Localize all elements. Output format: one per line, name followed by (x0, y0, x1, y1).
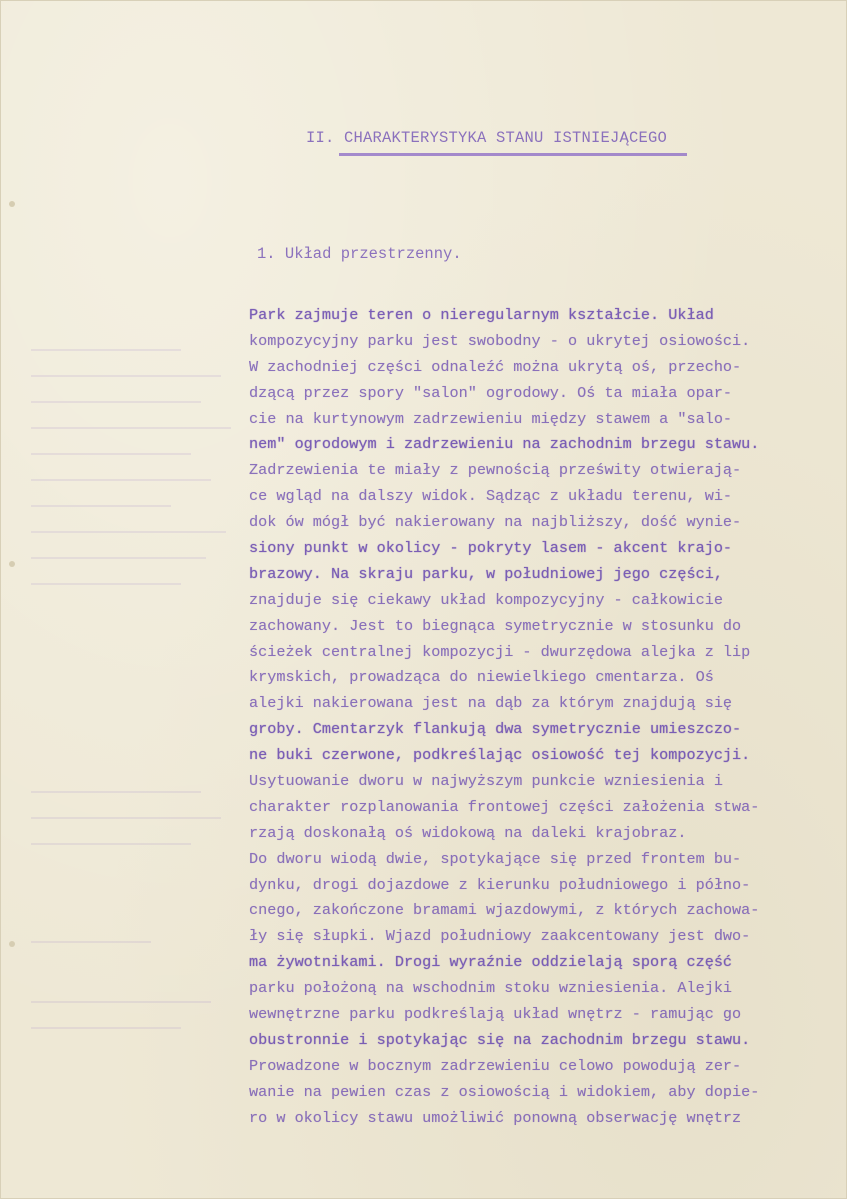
text-line: wewnętrzne parku podkreślają układ wnętrz - ramując go (249, 1005, 742, 1024)
text-line: alejki nakierowana jest na dąb za którym znajdują się (249, 694, 733, 713)
text-line: groby. Cmentarzyk flankują dwa symetrycznie umieszczo- (249, 720, 742, 739)
text-line: brazowy. Na skraju parku, w południowej jego części, (249, 564, 723, 583)
text-line: krymskich, prowadząca do niewielkiego cmentarza. Oś (249, 668, 714, 687)
text-line: ścieżek centralnej kompozycji - dwurzędowa alejka z lip (249, 642, 751, 661)
bleed-through-shadow (1, 301, 241, 1121)
text-line: kompozycyjny parku jest swobodny - o ukrytej osiowości. (249, 331, 751, 350)
text-line: Park zajmuje teren o nieregularnym kształcie. Układ (249, 306, 714, 324)
title-underline (339, 153, 687, 156)
text-line: ma żywotnikami. Drogi wyraźnie oddzielają sporą część (249, 953, 733, 972)
text-line: Zadrzewienia te miały z pewnością prześwity otwierają- (249, 461, 742, 480)
punch-hole (9, 201, 15, 207)
text-line: charakter rozplanowania frontowej części założenia stwa- (249, 797, 760, 816)
text-line: dynku, drogi dojazdowe z kierunku południowego i półno- (249, 875, 751, 894)
punch-hole (9, 941, 15, 947)
text-line: dok ów mógł być nakierowany na najbliższy, dość wynie- (249, 513, 742, 532)
text-line: rzają doskonałą oś widokową na daleki krajobraz. (249, 823, 687, 842)
page-edge (7, 1, 17, 1199)
text-line: Prowadzone w bocznym zadrzewieniu celowo powodują zer- (249, 1056, 742, 1075)
text-line: wanie na pewien czas z osiowością i widokiem, aby dopie- (249, 1082, 760, 1101)
text-line: parku położoną na wschodnim stoku wzniesienia. Alejki (249, 979, 733, 998)
text-line: znajduje się ciekawy układ kompozycyjny - całkowicie (249, 590, 723, 609)
body-text (249, 303, 821, 1132)
section-heading: 1. Układ przestrzenny. (257, 245, 462, 263)
text-line: Usytuowanie dworu w najwyższym punkcie wzniesienia i (249, 772, 723, 791)
punch-hole (9, 561, 15, 567)
text-line: zachowany. Jest to biegnąca symetrycznie w stosunku do (249, 616, 742, 635)
page-title: II. CHARAKTERYSTYKA STANU ISTNIEJĄCEGO (306, 129, 668, 147)
text-line: W zachodniej części odnaleźć można ukrytą oś, przecho- (249, 357, 742, 376)
text-line: obustronnie i spotykając się na zachodnim brzegu stawu. (249, 1030, 751, 1049)
text-line: nem" ogrodowym i zadrzewieniu na zachodnim brzegu stawu. (249, 435, 760, 454)
text-line: cie na kurtynowym zadrzewieniu między stawem a "salo- (249, 409, 733, 428)
text-line: dzącą przez spory "salon" ogrodowy. Oś ta miała opar- (249, 383, 733, 402)
text-line: cnego, zakończone bramami wjazdowymi, z których zachowa- (249, 901, 760, 920)
text-line: Do dworu wiodą dwie, spotykające się przed frontem bu- (249, 849, 742, 868)
text-line: ły się słupki. Wjazd południowy zaakcentowany jest dwo- (249, 927, 751, 946)
text-line: ne buki czerwone, podkreślając osiowość tej kompozycji. (249, 746, 751, 765)
text-line: siony punkt w okolicy - pokryty lasem - akcent krajo- (249, 539, 733, 558)
text-line: ro w okolicy stawu umożliwić ponowną obserwację wnętrz (249, 1108, 742, 1127)
text-line: ce wgląd na dalszy widok. Sądząc z układu terenu, wi- (249, 487, 733, 506)
